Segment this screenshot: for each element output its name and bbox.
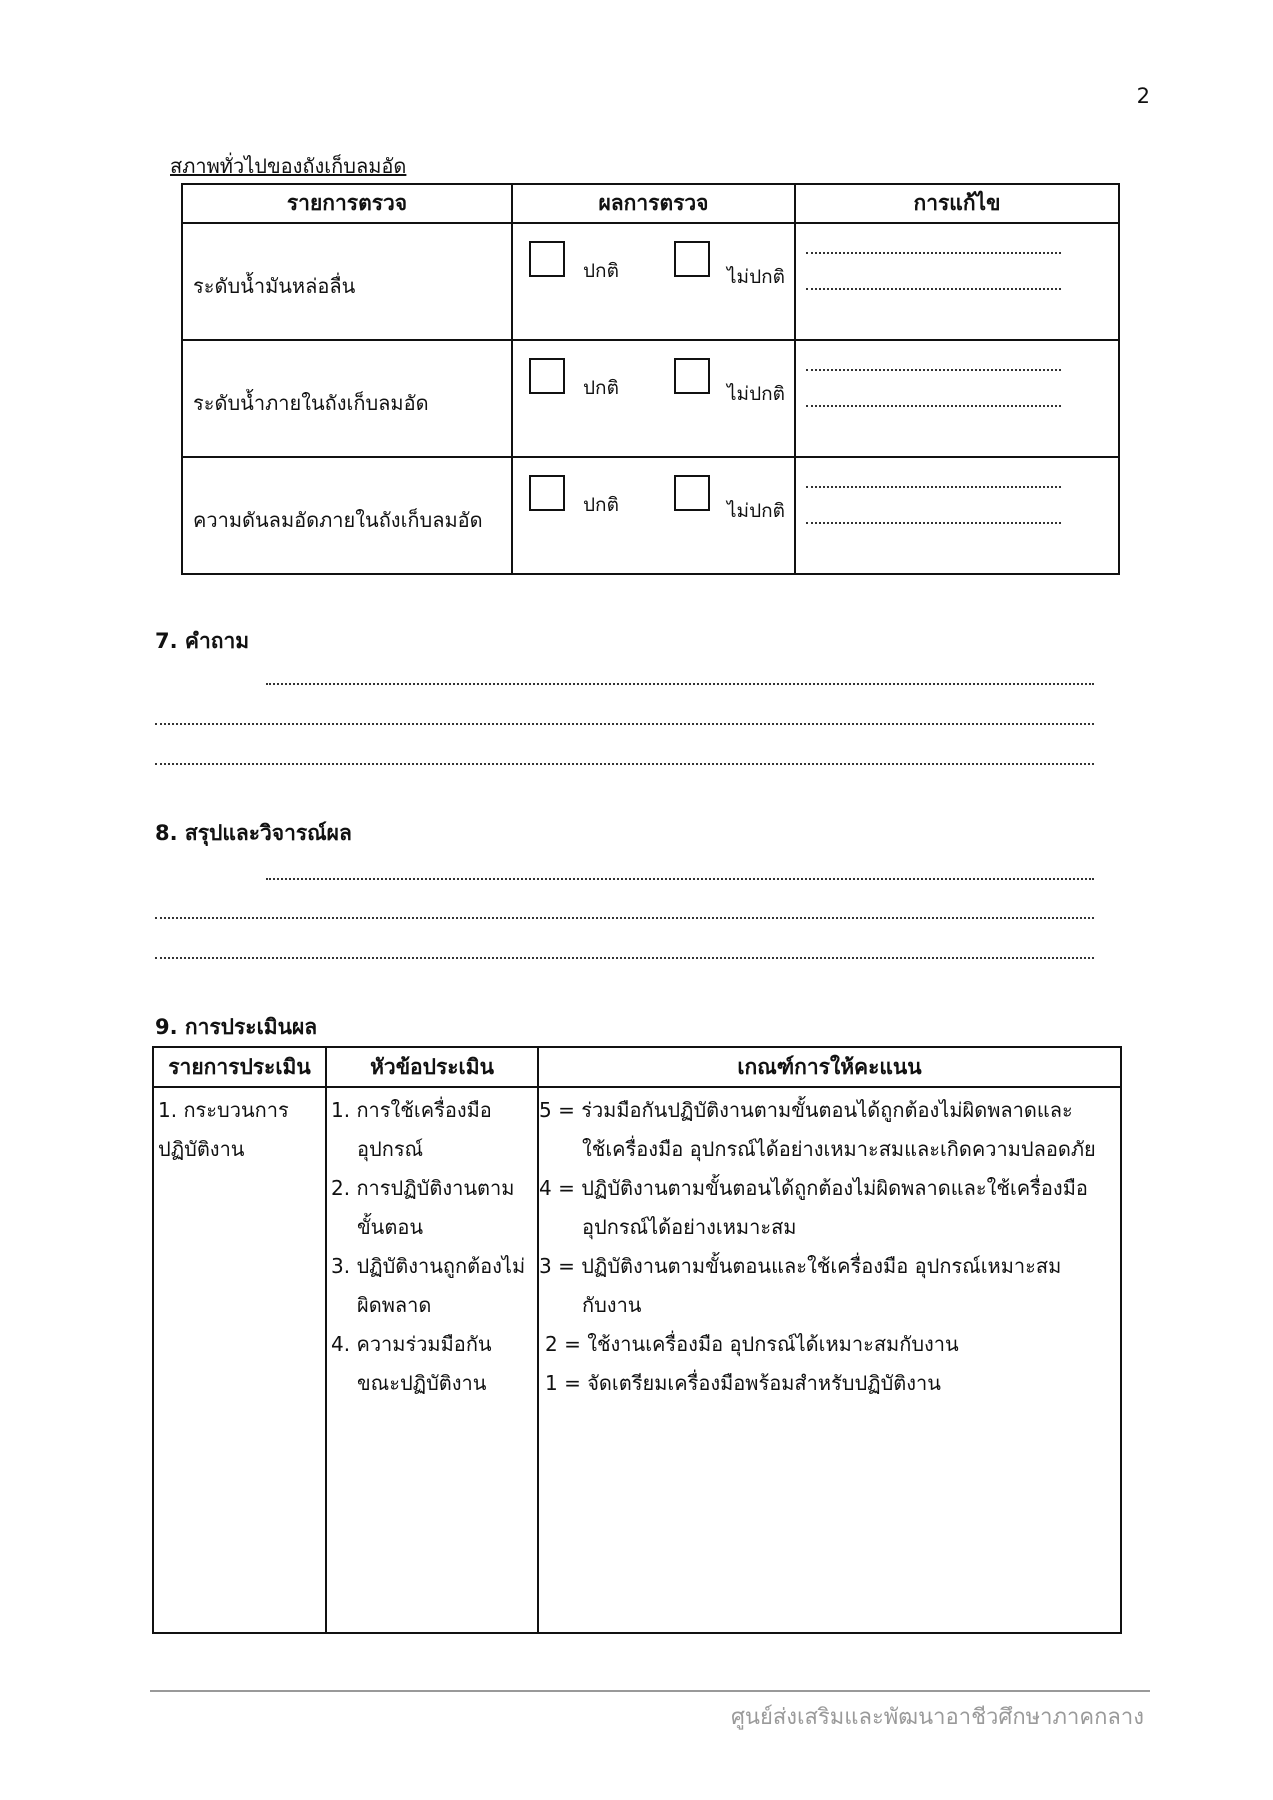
- criteria-text: 2 = ใช้งานเครื่องมือ อุปกรณ์ได้เหมาะสมกับงาน: [545, 1332, 959, 1356]
- questions-answer-line[interactable]: [155, 723, 1094, 725]
- abnormal-checkbox[interactable]: [674, 241, 710, 277]
- evaluation-item-label: 1. กระบวนการปฏิบัติงาน: [158, 1098, 289, 1161]
- header-scoring-criteria: เกณฑ์การให้คะแนน: [538, 1047, 1121, 1087]
- criteria-item-1: [539, 1364, 1120, 1403]
- topic-item: [327, 1169, 537, 1247]
- conclusion-heading: 8. สรุปและวิจารณ์ผล: [155, 821, 352, 845]
- correction-line[interactable]: [806, 288, 1061, 290]
- criteria-item-5: [539, 1091, 1120, 1169]
- topic-text: 4. ความร่วมมือกัน: [331, 1332, 492, 1356]
- criteria-text: 5 = ร่วมมือกันปฏิบัติงานตามขั้นตอนได้ถูกต้องไม่ผิดพลาดและ: [539, 1098, 1073, 1122]
- evaluation-item-cell: [153, 1087, 326, 1633]
- header-evaluation-topic: หัวข้อประเมิน: [326, 1047, 538, 1087]
- criteria-text: 3 = ปฏิบัติงานตามขั้นตอนและใช้เครื่องมือ อุปกรณ์เหมาะสม: [539, 1254, 1062, 1278]
- topic-text: 1. การใช้เครื่องมือ: [331, 1098, 492, 1122]
- criteria-item-3: [539, 1247, 1120, 1325]
- page-number: 2: [1136, 84, 1150, 108]
- header-inspection-result: ผลการตรวจ: [512, 184, 795, 223]
- conclusion-answer-line[interactable]: [266, 878, 1094, 880]
- topic-item: [327, 1088, 537, 1169]
- conclusion-answer-line[interactable]: [155, 957, 1094, 959]
- topic-text-cont: ขณะปฏิบัติงาน: [357, 1371, 487, 1395]
- inspection-item-label: ระดับน้ำภายในถังเก็บลมอัด: [193, 391, 429, 415]
- criteria-list: [539, 1088, 1120, 1403]
- footer-divider: [150, 1690, 1150, 1692]
- correction-line[interactable]: [806, 522, 1061, 524]
- inspection-item-cell: [182, 457, 512, 574]
- topic-text-cont: ขั้นตอน: [357, 1215, 424, 1239]
- abnormal-label: ไม่ปกติ: [727, 383, 785, 405]
- correction-line[interactable]: [806, 486, 1061, 488]
- header-evaluation-item: รายการประเมิน: [153, 1047, 326, 1087]
- topic-item: [327, 1247, 537, 1325]
- abnormal-label: ไม่ปกติ: [727, 266, 785, 288]
- inspection-result-cell: [512, 340, 795, 457]
- topic-text-cont: อุปกรณ์: [357, 1137, 424, 1161]
- scoring-criteria-cell: [538, 1087, 1121, 1633]
- inspection-caption: สภาพทั่วไปของถังเก็บลมอัด: [170, 154, 407, 178]
- inspection-item-label: ความดันลมอัดภายในถังเก็บลมอัด: [193, 508, 483, 532]
- inspection-header-row: [182, 184, 1119, 223]
- evaluation-heading: 9. การประเมินผล: [155, 1015, 318, 1039]
- criteria-text: 4 = ปฏิบัติงานตามขั้นตอนได้ถูกต้องไม่ผิดพลาดและใช้เครื่องมือ: [539, 1176, 1088, 1200]
- topic-text: 2. การปฏิบัติงานตาม: [331, 1176, 515, 1200]
- inspection-table: [181, 183, 1120, 575]
- normal-label: ปกติ: [583, 377, 619, 399]
- conclusion-answer-line[interactable]: [155, 917, 1094, 919]
- inspection-result-cell: [512, 457, 795, 574]
- criteria-item-2: [539, 1325, 1120, 1364]
- questions-heading: 7. คำถาม: [155, 629, 250, 653]
- normal-label: ปกติ: [583, 260, 619, 282]
- correction-cell: [795, 340, 1119, 457]
- correction-line[interactable]: [806, 252, 1061, 254]
- evaluation-row: [153, 1087, 1121, 1633]
- normal-checkbox[interactable]: [529, 475, 565, 511]
- inspection-row: [182, 340, 1119, 457]
- evaluation-header-row: [153, 1047, 1121, 1087]
- correction-line[interactable]: [806, 405, 1061, 407]
- abnormal-checkbox[interactable]: [674, 358, 710, 394]
- correction-line[interactable]: [806, 369, 1061, 371]
- correction-cell: [795, 457, 1119, 574]
- abnormal-checkbox[interactable]: [674, 475, 710, 511]
- correction-cell: [795, 223, 1119, 340]
- criteria-text-cont: ใช้เครื่องมือ อุปกรณ์ได้อย่างเหมาะสมและเกิดความปลอดภัย: [582, 1137, 1096, 1161]
- normal-label: ปกติ: [583, 494, 619, 516]
- criteria-item-4: [539, 1169, 1120, 1247]
- inspection-item-label: ระดับน้ำมันหล่อลื่น: [193, 274, 356, 298]
- criteria-text-cont: กับงาน: [582, 1293, 642, 1317]
- inspection-result-cell: [512, 223, 795, 340]
- header-inspection-item: รายการตรวจ: [182, 184, 512, 223]
- inspection-item-cell: [182, 223, 512, 340]
- normal-checkbox[interactable]: [529, 241, 565, 277]
- questions-answer-line[interactable]: [155, 763, 1094, 765]
- inspection-row: [182, 223, 1119, 340]
- questions-answer-line[interactable]: [266, 683, 1094, 685]
- topic-text: 3. ปฏิบัติงานถูกต้องไม่: [331, 1254, 526, 1278]
- evaluation-topic-cell: [326, 1087, 538, 1633]
- topic-text-cont: ผิดพลาด: [357, 1293, 432, 1317]
- header-correction: การแก้ไข: [795, 184, 1119, 223]
- topic-item: [327, 1325, 537, 1403]
- criteria-text-cont: อุปกรณ์ได้อย่างเหมาะสม: [582, 1215, 797, 1239]
- normal-checkbox[interactable]: [529, 358, 565, 394]
- abnormal-label: ไม่ปกติ: [727, 500, 785, 522]
- footer-organization: ศูนย์ส่งเสริมและพัฒนาอาชีวศึกษาภาคกลาง: [730, 1705, 1144, 1730]
- criteria-text: 1 = จัดเตรียมเครื่องมือพร้อมสำหรับปฏิบัติงาน: [545, 1371, 941, 1395]
- evaluation-table: [152, 1046, 1122, 1634]
- inspection-item-cell: [182, 340, 512, 457]
- inspection-row: [182, 457, 1119, 574]
